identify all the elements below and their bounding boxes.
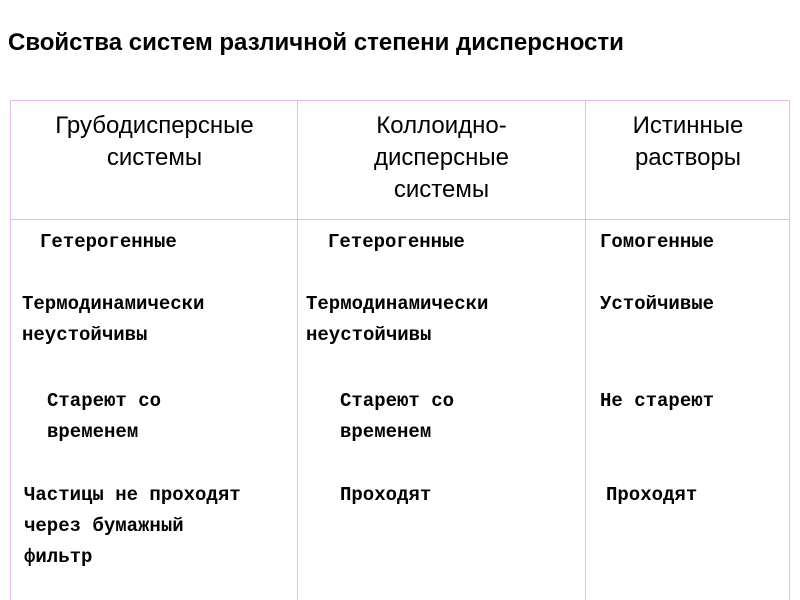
column-header-true-solutions: Истинные растворы — [632, 112, 744, 171]
cell-solutions-homogeneity: Гомогенные — [600, 231, 715, 253]
cell-solutions-aging: Не стареют — [600, 390, 715, 412]
cell-coarse-stability: Термодинамически неустойчивы — [22, 293, 205, 346]
cell-coarse-heterogeneity: Гетерогенные — [40, 231, 177, 253]
cell-colloidal-heterogeneity: Гетерогенные — [328, 231, 465, 253]
page-title: Свойства систем различной степени дисперсности — [8, 29, 624, 56]
cell-coarse-filter: Частицы не проходят через бумажный фильтр — [24, 484, 241, 568]
column-header-coarse-dispersed: Грубодисперсные системы — [55, 112, 254, 171]
column-header-colloidal: Коллоидно- дисперсные системы — [374, 112, 509, 203]
cell-colloidal-filter: Проходят — [340, 484, 432, 506]
cell-solutions-stability: Устойчивые — [600, 293, 715, 315]
cell-coarse-aging: Стареют со временем — [47, 390, 162, 443]
cell-solutions-filter: Проходят — [606, 484, 698, 506]
table-column-divider — [585, 100, 586, 600]
table-header-divider — [10, 219, 790, 220]
cell-colloidal-stability: Термодинамически неустойчивы — [306, 293, 489, 346]
cell-colloidal-aging: Стареют со временем — [340, 390, 455, 443]
